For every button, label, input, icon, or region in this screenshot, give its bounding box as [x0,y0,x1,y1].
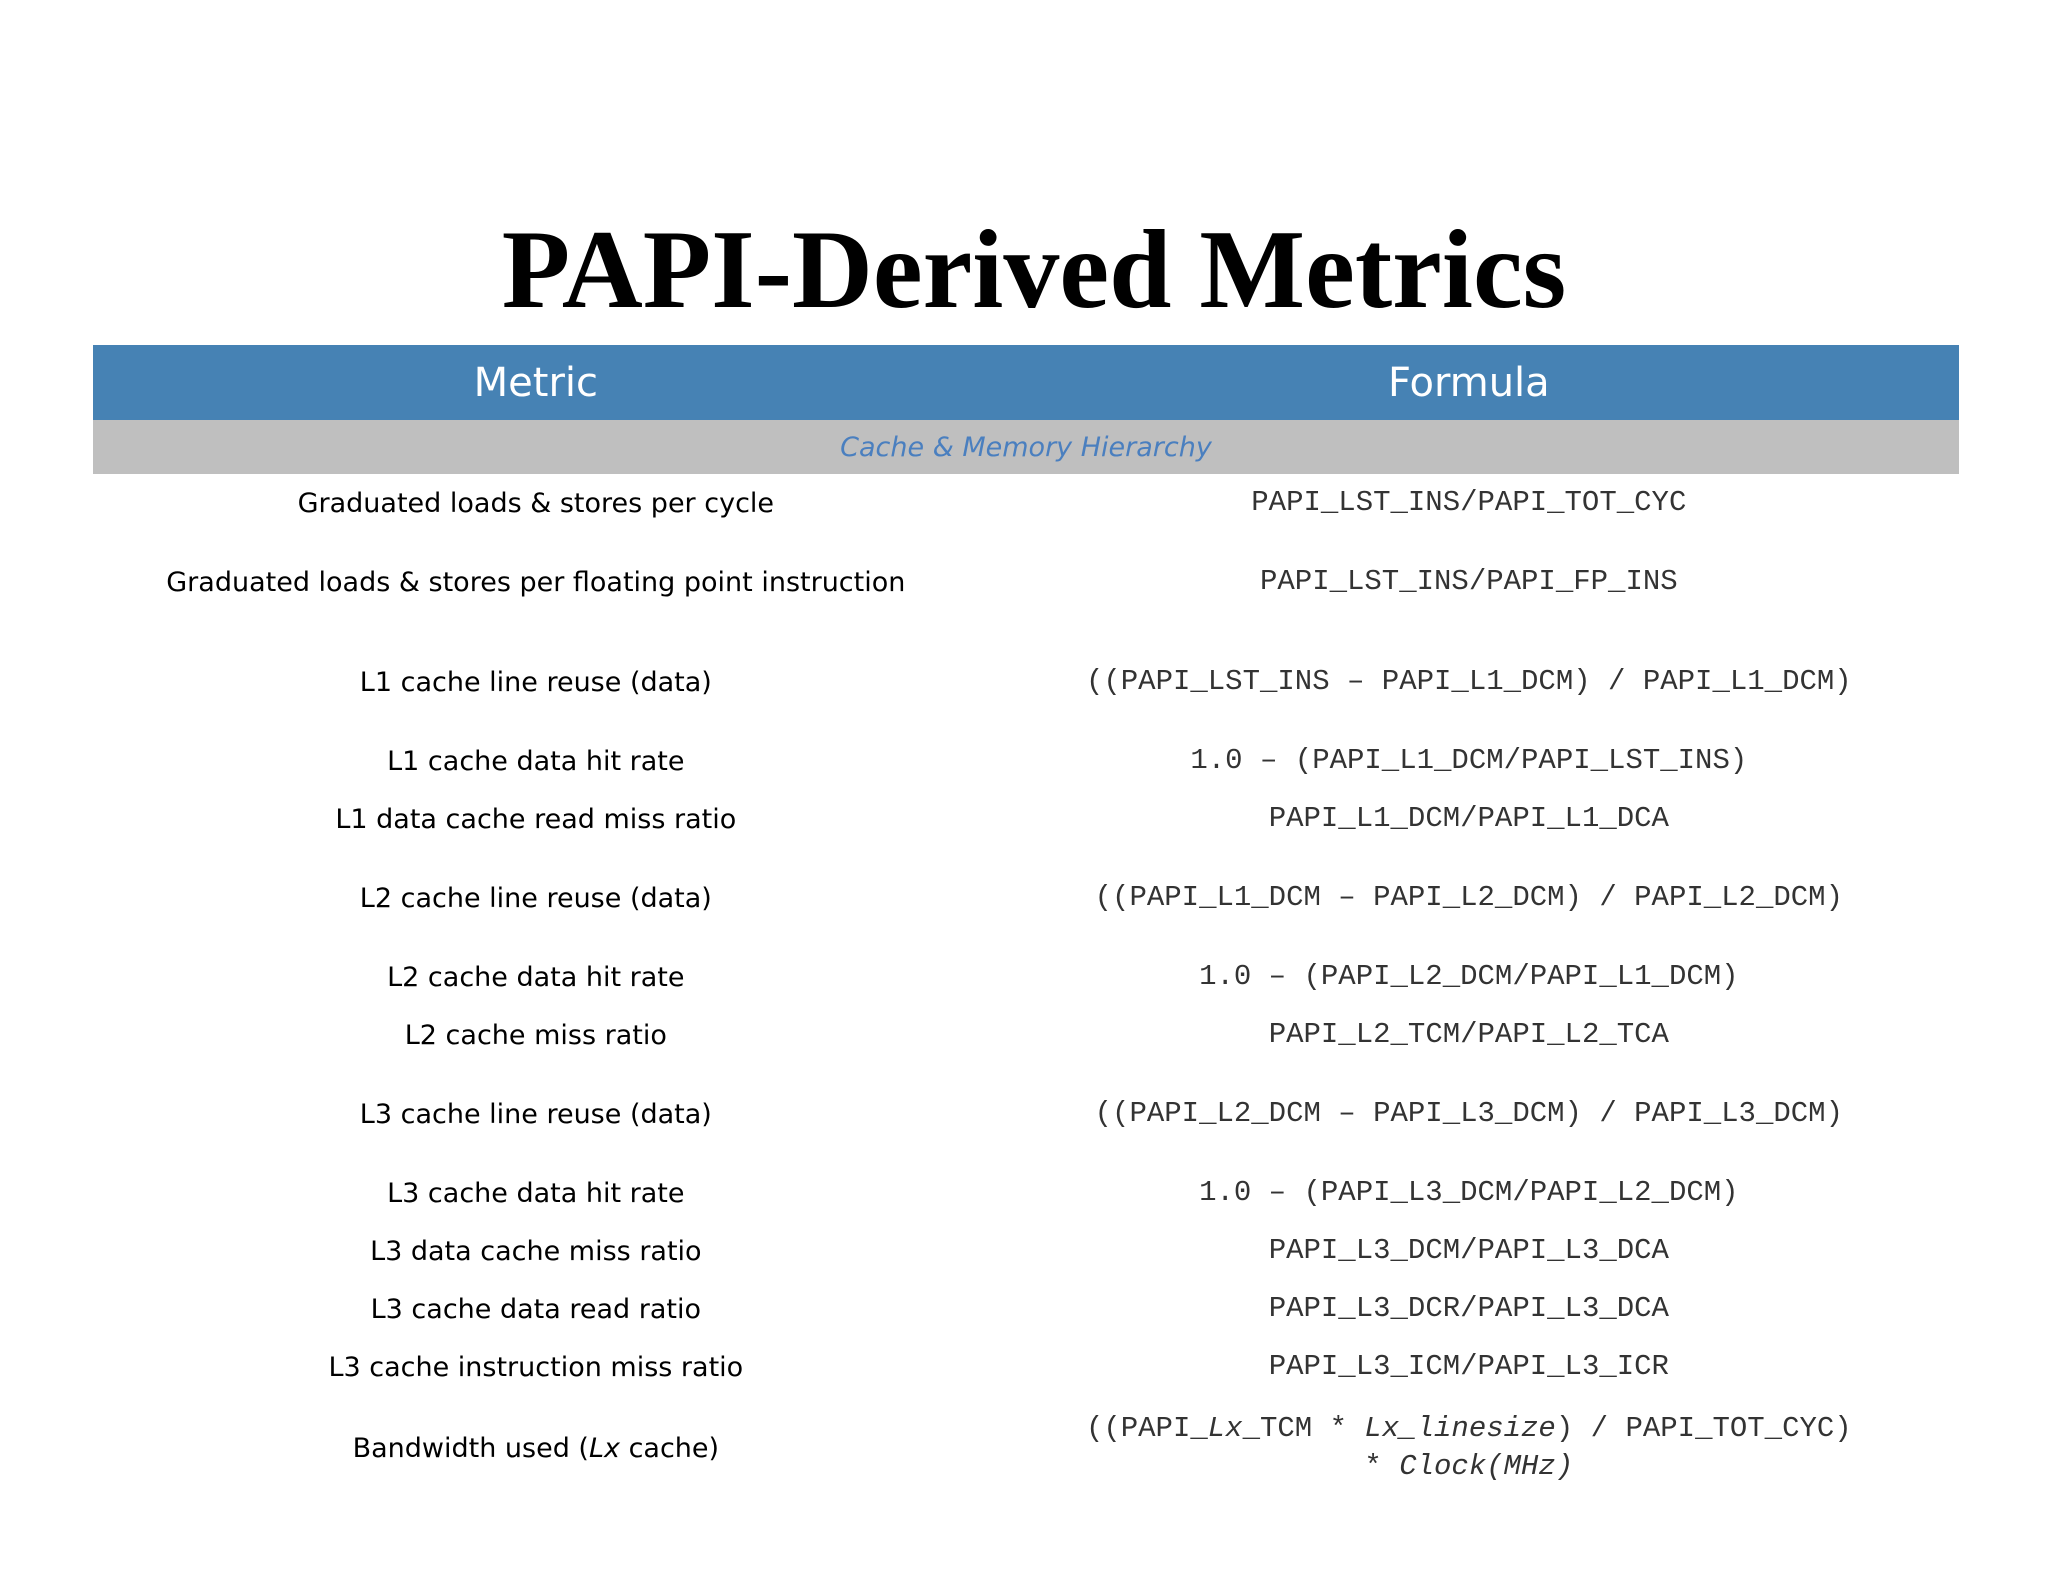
formula-cell: PAPI_LST_INS/PAPI_TOT_CYC [1251,486,1687,519]
metric-cell: L2 cache miss ratio [404,1019,667,1051]
table-row [93,562,1959,602]
metric-cell [93,1433,979,1464]
formula-line [979,1410,1959,1448]
formula-cell: PAPI_L2_TCM/PAPI_L2_TCA [1268,1018,1669,1051]
table-row [93,1289,1959,1329]
table-row [93,741,1959,781]
table-row [93,799,1959,839]
table-row [93,957,1959,997]
table-header [93,345,1959,420]
page-title: PAPI-Derived Metrics [501,208,1567,332]
table-row-bandwidth [93,1405,1959,1491]
metric-cell: L3 data cache miss ratio [370,1235,702,1267]
metric-text: Bandwidth used ( [352,1432,589,1464]
table-row [93,1015,1959,1055]
formula-cell: PAPI_L3_DCM/PAPI_L3_DCA [1268,1234,1669,1267]
formula-line [979,1448,1959,1486]
metric-cell: Graduated loads & stores per floating point instruction [166,566,906,598]
header-formula: Formula [1387,359,1550,406]
table-row [93,1231,1959,1271]
table-row [93,483,1959,523]
header-metric: Metric [473,359,598,406]
section-header: Cache & Memory Hierarchy [93,420,1959,474]
table-row [93,1347,1959,1387]
metric-cell: L3 cache data read ratio [370,1293,702,1325]
metric-cell: L2 cache line reuse (data) [359,882,712,914]
formula-cell [979,1410,1959,1486]
metric-cell: L1 cache line reuse (data) [359,666,712,698]
metric-cell: L1 data cache read miss ratio [335,803,737,835]
formula-italic-part: Clock(MHz) [1399,1450,1574,1483]
formula-part: _TCM * [1242,1412,1365,1445]
metric-cell: L3 cache data hit rate [387,1177,685,1209]
formula-part: * [1364,1450,1400,1483]
formula-cell: PAPI_L3_ICM/PAPI_L3_ICR [1268,1350,1669,1383]
formula-part: ((PAPI_ [1085,1412,1208,1445]
metric-text: cache) [619,1432,720,1464]
table-row [93,1173,1959,1213]
metrics-table [93,345,1959,474]
formula-cell: PAPI_L1_DCM/PAPI_L1_DCA [1268,802,1669,835]
metric-cell: L3 cache instruction miss ratio [328,1351,744,1383]
metric-cell: L1 cache data hit rate [387,745,685,777]
formula-cell: ((PAPI_L1_DCM – PAPI_L2_DCM) / PAPI_L2_DCM) [1094,881,1843,914]
table-row [93,878,1959,918]
metric-italic-text: Lx [588,1432,620,1464]
formula-italic-part: Lx [1207,1412,1243,1445]
metric-cell: L2 cache data hit rate [387,961,685,993]
formula-cell: ((PAPI_L2_DCM – PAPI_L3_DCM) / PAPI_L3_DCM) [1094,1097,1843,1130]
metric-cell: L3 cache line reuse (data) [359,1098,712,1130]
metric-cell: Graduated loads & stores per cycle [297,487,775,519]
table-row [93,1094,1959,1134]
formula-cell: PAPI_L3_DCR/PAPI_L3_DCA [1268,1292,1669,1325]
formula-cell: 1.0 – (PAPI_L1_DCM/PAPI_LST_INS) [1190,744,1748,777]
formula-italic-part: Lx_linesize [1364,1412,1556,1445]
table-row [93,662,1959,702]
formula-part: ) / PAPI_TOT_CYC) [1555,1412,1852,1445]
formula-cell: 1.0 – (PAPI_L3_DCM/PAPI_L2_DCM) [1199,1176,1739,1209]
formula-cell: PAPI_LST_INS/PAPI_FP_INS [1259,565,1678,598]
formula-cell: 1.0 – (PAPI_L2_DCM/PAPI_L1_DCM) [1199,960,1739,993]
formula-cell: ((PAPI_LST_INS – PAPI_L1_DCM) / PAPI_L1_DCM) [1085,665,1852,698]
